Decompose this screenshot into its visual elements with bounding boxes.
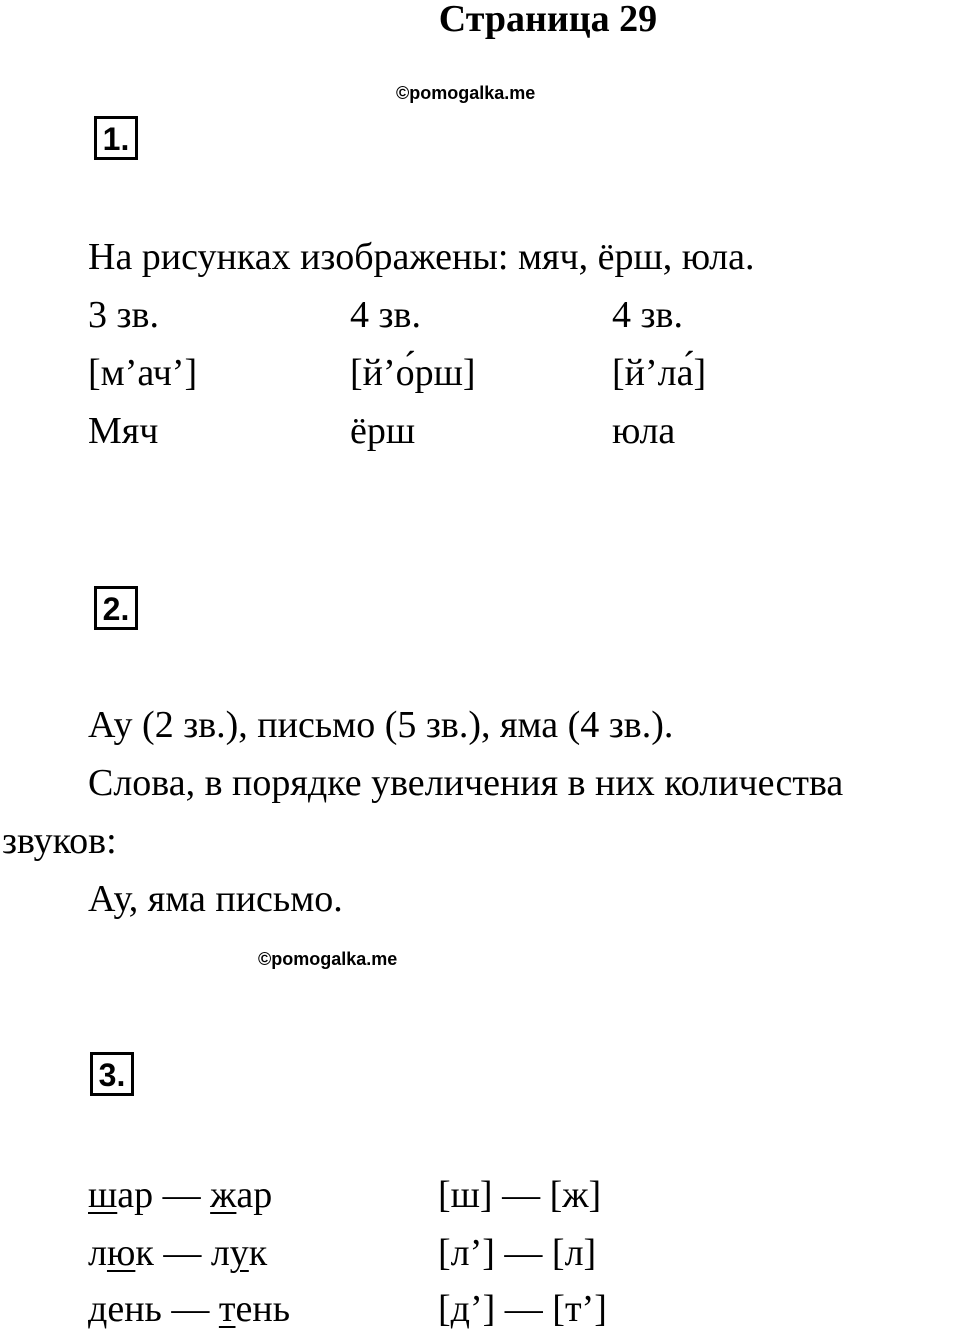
task-1-transcription-1: [м’ач’] — [88, 352, 198, 394]
task-1-transcription-3: [й’ла́] — [612, 352, 707, 394]
task-1-word-2: ёрш — [350, 410, 416, 452]
task-1-number: 1. — [94, 116, 138, 160]
task-3-word-pair-1: шар — жар — [88, 1174, 273, 1216]
task-3-sounds-1: [ш] — [ж] — [438, 1174, 602, 1216]
page-title: Страница 29 — [438, 0, 658, 40]
task-3-sounds-2: [л’] — [л] — [438, 1232, 597, 1274]
task-1-count-2: 4 зв. — [350, 294, 421, 336]
task-3-word-pair-3: день — тень — [88, 1288, 291, 1330]
task-2-line-3: звуков: — [2, 820, 117, 862]
task-2-line-1: Ау (2 зв.), письмо (5 зв.), яма (4 зв.). — [88, 704, 674, 746]
task-2-number: 2. — [94, 586, 138, 630]
task-1-word-3: юла — [612, 410, 676, 452]
task-3-word-pair-2: люк — лук — [88, 1232, 268, 1274]
watermark-top: ©pomogalka.me — [396, 83, 536, 103]
task-1-count-3: 4 зв. — [612, 294, 683, 336]
task-1-intro: На рисунках изображены: мяч, ёрш, юла. — [88, 236, 755, 278]
task-3-number: 3. — [90, 1052, 134, 1096]
task-1-transcription-2: [й’о́рш] — [350, 352, 476, 394]
watermark-middle: ©pomogalka.me — [258, 949, 398, 969]
task-1-word-1: Мяч — [88, 410, 159, 452]
task-2-line-2: Слова, в порядке увеличения в них количества — [88, 762, 844, 804]
task-1-count-1: 3 зв. — [88, 294, 159, 336]
task-3-sounds-3: [д’] — [т’] — [438, 1288, 607, 1330]
task-2-answer: Ау, яма письмо. — [88, 878, 343, 920]
